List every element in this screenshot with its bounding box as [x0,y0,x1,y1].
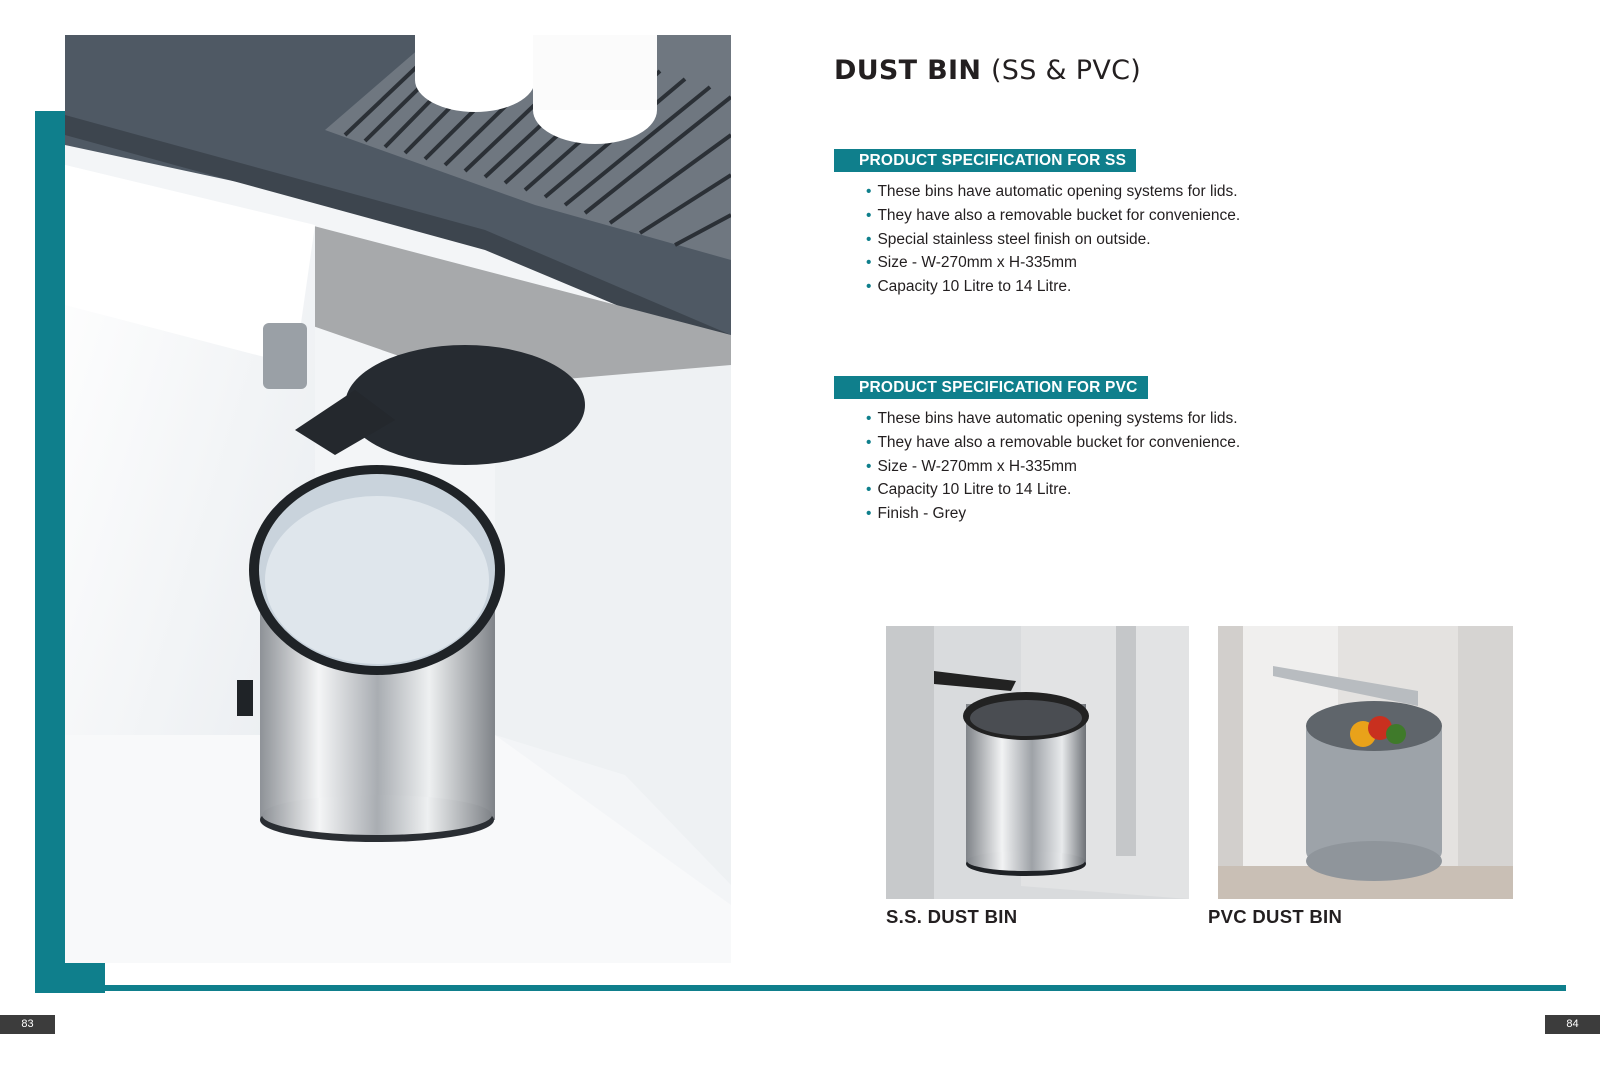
page-number-left: 83 [0,1015,55,1034]
list-item: • Capacity 10 Litre to 14 Litre. [866,278,1072,296]
list-item: • These bins have automatic opening systems for lids. [866,183,1238,200]
list-item: • Finish - Grey [866,505,967,523]
spec-list-pvc [866,407,1240,526]
main-product-photo [65,35,731,963]
page-title [834,55,1141,86]
spec-list-ss [866,180,1240,299]
list-item: • Size - W-270mm x H-335mm [866,254,1077,272]
list-item: • Size - W-270mm x H-335mm [866,457,1077,475]
list-item: • Special stainless steel finish on outside. [866,230,1151,248]
list-item: • These bins have automatic opening systems for lids. [866,410,1238,427]
page-number-right: 84 [1545,1015,1600,1034]
spec-heading-pvc: PRODUCT SPECIFICATION FOR PVC [834,376,1148,399]
accent-rule-horizontal [35,985,1566,991]
ss-dust-bin-photo [886,626,1189,899]
pvc-dust-bin-photo [1218,626,1513,899]
ss-dust-bin-label: S.S. DUST BIN [886,906,1018,927]
list-item: • They have also a removable bucket for convenience. [866,433,1241,451]
pvc-dust-bin-label: PVC DUST BIN [1208,906,1343,927]
title-light: (SS & PVC) [990,55,1142,86]
title-bold: DUST BIN [834,55,982,86]
list-item: • Capacity 10 Litre to 14 Litre. [866,481,1072,499]
spec-heading-ss: PRODUCT SPECIFICATION FOR SS [834,149,1136,172]
list-item: • They have also a removable bucket for convenience. [866,206,1241,224]
